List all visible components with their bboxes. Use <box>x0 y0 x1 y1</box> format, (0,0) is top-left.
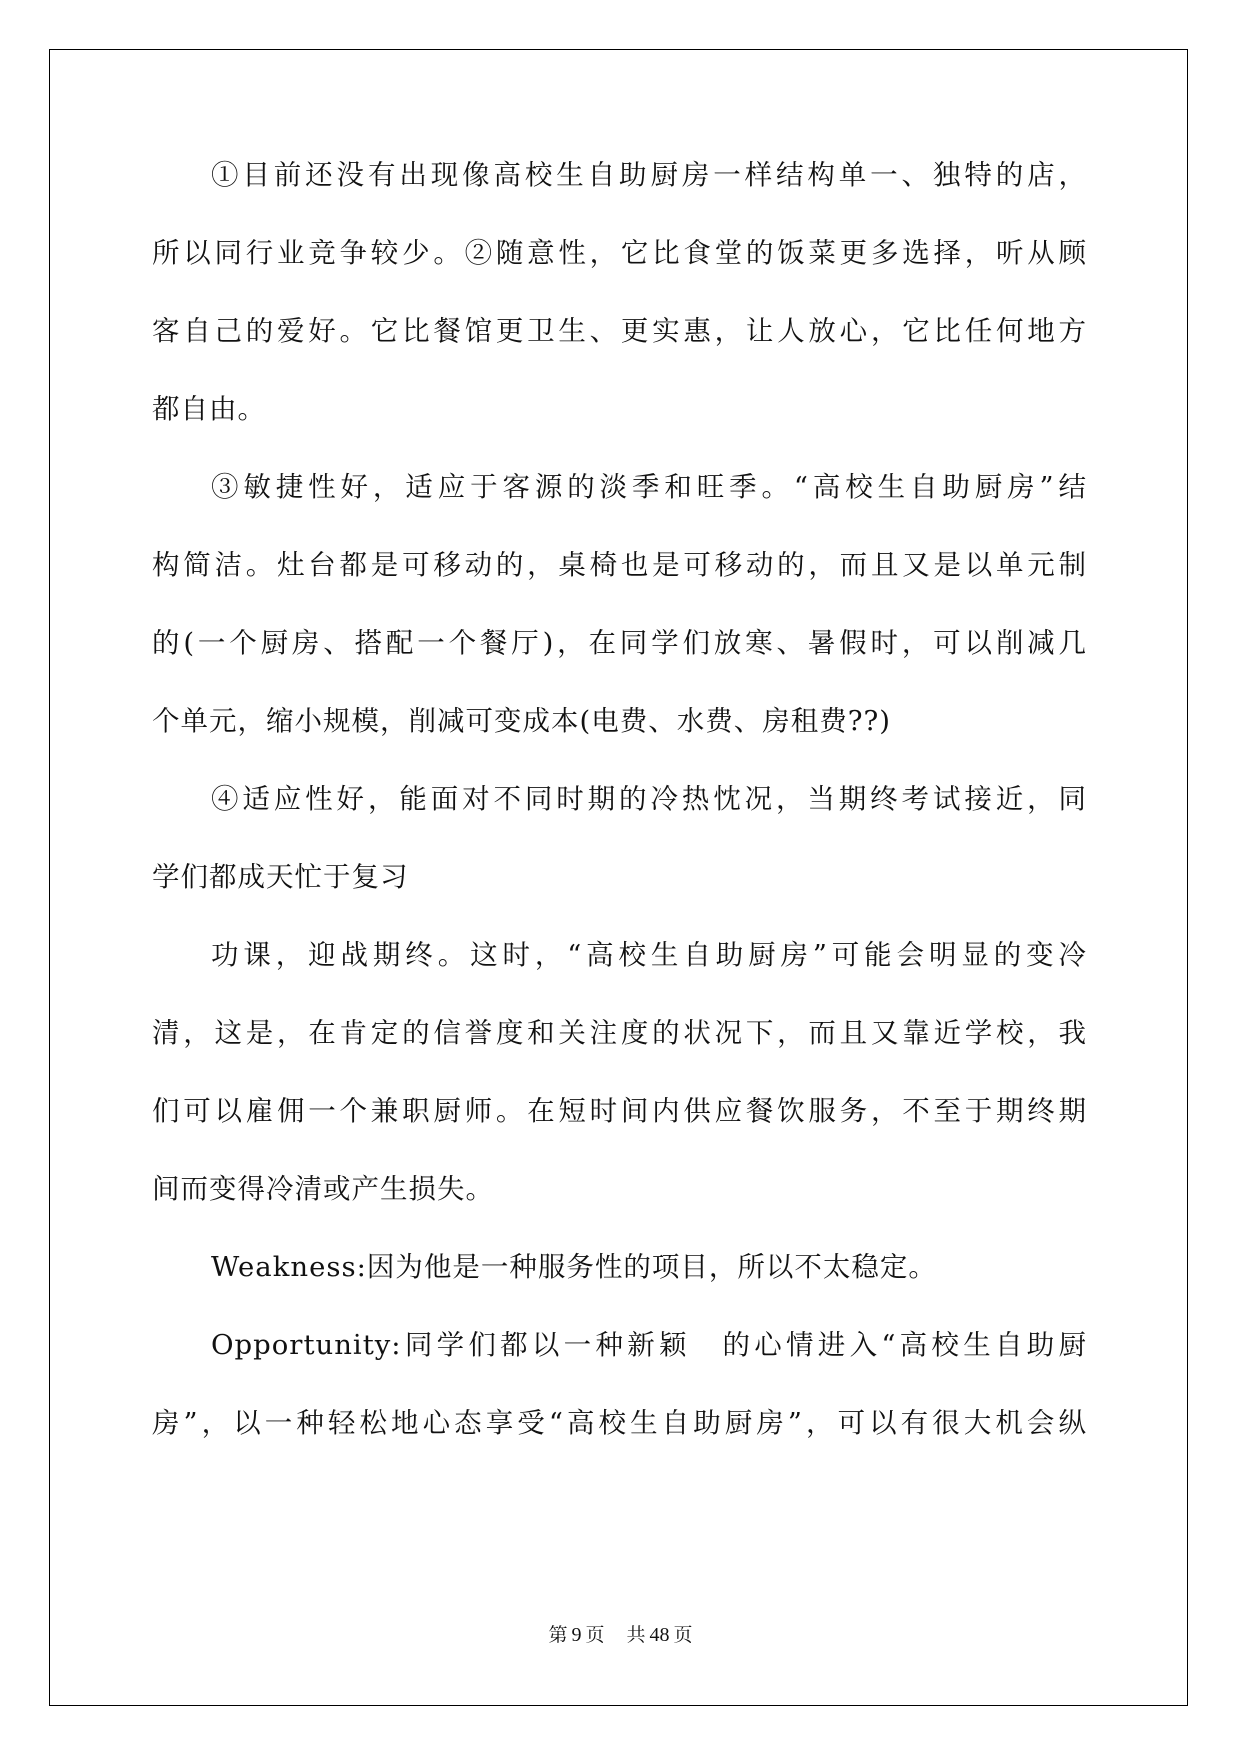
page-footer <box>0 1620 1241 1647</box>
text-line: Weakness:因为他是一种服务性的项目，所以不太稳定。 <box>211 1251 937 1283</box>
total-prefix: 共 <box>626 1624 646 1646</box>
text-line: 们可以雇佣一个兼职厨师。在短时间内供应餐饮服务，不至于期终期 <box>152 1095 1087 1127</box>
text-line: 间而变得冷清或产生损失。 <box>152 1173 494 1205</box>
text-line: ③敏捷性好，适应于客源的淡季和旺季。“高校生自助厨房”结 <box>211 471 1087 503</box>
page-suffix: 页 <box>585 1624 605 1646</box>
text-line: 清，这是，在肯定的信誉度和关注度的状况下，而且又靠近学校，我 <box>152 1017 1087 1049</box>
text-line: 功课，迎战期终。这时，“高校生自助厨房”可能会明显的变冷 <box>211 939 1087 971</box>
text-line: 客自己的爱好。它比餐馆更卫生、更实惠，让人放心，它比任何地方 <box>152 315 1087 347</box>
page-prefix: 第 <box>548 1624 568 1646</box>
text-line: 学们都成天忙于复习 <box>152 861 409 893</box>
text-line: 的(一个厨房、搭配一个餐厅)，在同学们放寒、暑假时，可以削减几 <box>152 627 1087 659</box>
text-line: 房”，以一种轻松地心态享受“高校生自助厨房”，可以有很大机会纵 <box>152 1407 1087 1439</box>
page-number: 9 <box>571 1624 582 1646</box>
text-line: 构简洁。灶台都是可移动的，桌椅也是可移动的，而且又是以单元制 <box>152 549 1087 581</box>
total-pages: 48 <box>649 1624 670 1646</box>
text-line: ①目前还没有出现像高校生自助厨房一样结构单一、独特的店， <box>211 159 1087 191</box>
total-suffix: 页 <box>673 1624 693 1646</box>
text-line: 所以同行业竞争较少。②随意性，它比食堂的饭菜更多选择，听从顾 <box>152 237 1087 269</box>
text-line: Opportunity:同学们都以一种新颖 的心情进入“高校生自助厨 <box>211 1329 1087 1361</box>
text-line: ④适应性好，能面对不同时期的冷热忱况，当期终考试接近，同 <box>211 783 1087 815</box>
text-line: 个单元，缩小规模，削减可变成本(电费、水费、房租费??) <box>152 705 891 737</box>
text-line: 都自由。 <box>152 393 266 425</box>
